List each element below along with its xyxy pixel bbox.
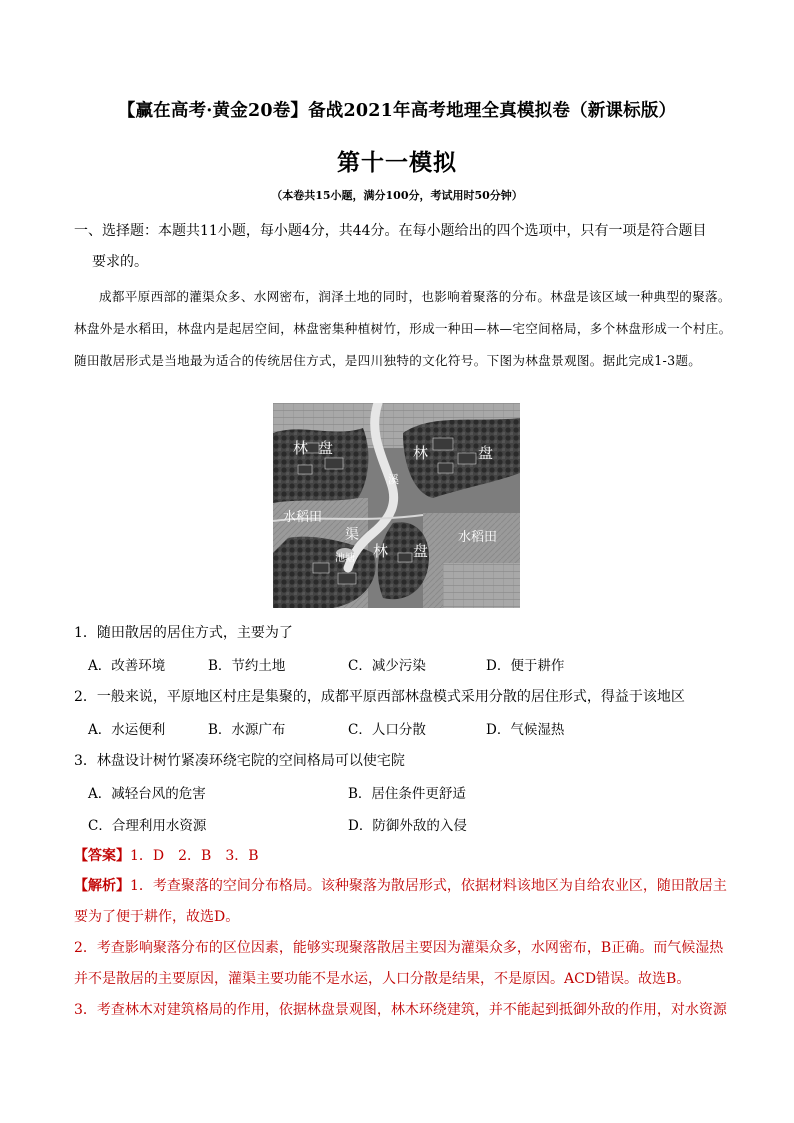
question-3-option-c: C．合理利用水资源 bbox=[88, 818, 207, 834]
analysis-p1a: 1．考查聚落的空间分布格局。该种聚落为散居形式，依据材料该地区为自给农业区，随田散居主 bbox=[130, 878, 727, 894]
page-title: 第十一模拟 bbox=[337, 149, 457, 176]
label-lin-2: 林 bbox=[413, 444, 429, 462]
analysis-p1b: 要为了便于耕作，故选D。 bbox=[74, 909, 240, 925]
section-line-2: 要求的。 bbox=[92, 254, 148, 270]
section-line-1: 一、选择题：本题共11小题，每小题4分，共44分。在每小题给出的四个选项中，只有一项是符合题目 bbox=[74, 223, 707, 239]
question-1-option-c: C．减少污染 bbox=[348, 658, 426, 674]
question-2-option-b: B．水源广布 bbox=[208, 722, 286, 738]
question-1-option-d: D．便于耕作 bbox=[486, 658, 565, 674]
label-lin-1: 林 bbox=[293, 439, 309, 457]
question-3-option-a: A．减轻台风的危害 bbox=[88, 786, 206, 802]
question-1-option-b: B．节约土地 bbox=[208, 658, 286, 674]
label-lin-3: 林 bbox=[373, 542, 389, 560]
question-2-option-d: D．气候湿热 bbox=[486, 722, 565, 738]
question-3-option-b: B．居住条件更舒适 bbox=[348, 786, 466, 802]
answer-label: 【答案】 bbox=[74, 848, 130, 864]
question-1-option-a: A．改善环境 bbox=[88, 658, 166, 674]
question-1-stem: 1．随田散居的居住方式，主要为了 bbox=[74, 625, 293, 641]
label-xi: 溪 bbox=[388, 473, 399, 486]
answer-text: 1．D 2．B 3．B bbox=[130, 848, 259, 864]
question-2-option-a: A．水运便利 bbox=[88, 722, 166, 738]
question-3-stem: 3．林盘设计树竹紧凑环绕宅院的空间格局可以使宅院 bbox=[74, 753, 405, 769]
analysis-p3a: 3．考查林木对建筑格局的作用，依据林盘景观图，林木环绕建筑，并不能起到抵御外敌的作用，对水资源 bbox=[74, 1002, 727, 1018]
analysis-p2b: 并不是散居的主要原因，灌渠主要功能不是水运，人口分散是结果，不是原因。ACD错误。故选B。 bbox=[74, 971, 691, 987]
question-2-stem: 2．一般来说，平原地区村庄是集聚的，成都平原西部林盘模式采用分散的居住形式，得益于该地区 bbox=[74, 689, 685, 705]
answer-line bbox=[74, 845, 259, 865]
analysis-p2a: 2．考查影响聚落分布的区位因素，能够实现聚落散居主要因为灌渠众多，水网密布，B正确。而气候湿热 bbox=[74, 940, 724, 956]
label-paddy-right: 水稻田 bbox=[458, 530, 498, 545]
question-3-option-d: D．防御外敌的入侵 bbox=[348, 818, 467, 834]
exam-info: （本卷共15小题，满分100分，考试用时50分钟） bbox=[271, 189, 523, 202]
section-instructions bbox=[74, 216, 734, 278]
label-paddy-left: 水稻田 bbox=[283, 510, 323, 525]
analysis-label: 【解析】 bbox=[74, 878, 130, 894]
header-title: 【赢在高考·黄金20卷】备战2021年高考地理全真模拟卷（新课标版） bbox=[117, 101, 677, 121]
material-paragraph: 成都平原西部的灌渠众多、水网密布，润泽土地的同时，也影响着聚落的分布。林盘是该区域一种典型的聚落。林盘外是水稻田，林盘内是起居空间，林盘密集种植树竹，形成一种田—林—宅空间格局，多个林盘形成一个村庄。随田散居形式是当地最为适合的传统居住方式，是四川独特的文化符号。下图为林盘景观图。据此完成1-3题。 bbox=[74, 289, 732, 368]
label-pan-1: 盘 bbox=[318, 439, 334, 457]
label-canal: 渠 bbox=[345, 527, 359, 543]
analysis-block bbox=[74, 871, 734, 1026]
label-pan-3: 盘 bbox=[413, 542, 429, 560]
label-pan-2: 盘 bbox=[478, 444, 494, 462]
label-pond: 池塘 bbox=[335, 553, 355, 564]
question-2-option-c: C．人口分散 bbox=[348, 722, 426, 738]
linpan-landscape-figure bbox=[273, 403, 520, 608]
